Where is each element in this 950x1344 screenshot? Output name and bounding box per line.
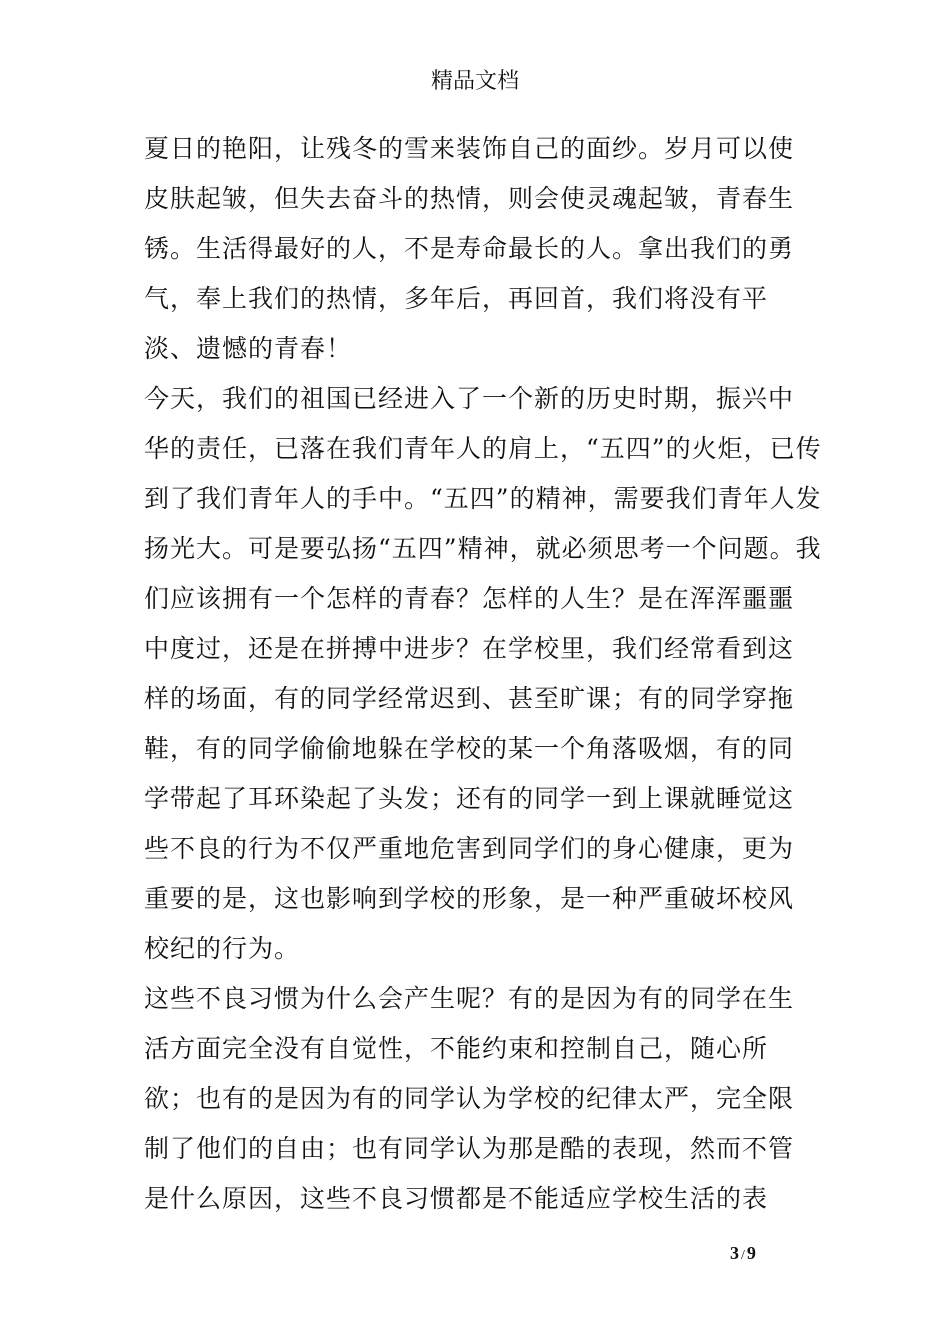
text-line: 们应该拥有一个怎样的青春？怎样的人生？是在浑浑噩噩 — [144, 584, 795, 613]
text-line: 活方面完全没有自觉性，不能约束和控制自己，随心所 — [144, 1034, 769, 1063]
text-line: 锈。生活得最好的人，不是寿命最长的人。拿出我们的勇 — [144, 234, 795, 263]
text-line: 些不良的行为不仅严重地危害到同学们的身心健康，更为 — [144, 834, 795, 863]
text-line: 中度过，还是在拼搏中进步？在学校里，我们经常看到这 — [144, 634, 795, 663]
text-line: 学带起了耳环染起了头发；还有的同学一到上课就睡觉这 — [144, 784, 795, 813]
text-line: 扬光大。可是要弘扬“五四”精神，就必须思考一个问题。我 — [144, 534, 822, 563]
text-line: 气，奉上我们的热情，多年后，再回首，我们将没有平 — [144, 284, 769, 313]
page-header — [0, 62, 950, 102]
text-line: 校纪的行为。 — [144, 934, 301, 963]
text-line: 鞋，有的同学偷偷地躲在学校的某一个角落吸烟，有的同 — [144, 734, 795, 763]
page-number-current: 3 — [730, 1243, 739, 1263]
page-number-total: 9 — [746, 1243, 756, 1263]
text-line: 欲；也有的是因为有的同学认为学校的纪律太严，完全限 — [144, 1084, 795, 1113]
text-line: 重要的是，这也影响到学校的形象，是一种严重破坏校风 — [144, 884, 795, 913]
text-line: 制了他们的自由；也有同学认为那是酷的表现，然而不管 — [144, 1134, 795, 1163]
text-line: 样的场面，有的同学经常迟到、甚至旷课；有的同学穿拖 — [144, 684, 795, 713]
text-line: 是什么原因，这些不良习惯都是不能适应学校生活的表 — [144, 1184, 769, 1213]
page-number — [730, 1238, 790, 1271]
text-line: 这些不良习惯为什么会产生呢？有的是因为有的同学在生 — [144, 984, 795, 1013]
page-number-separator: / — [741, 1248, 745, 1263]
text-line: 今天，我们的祖国已经进入了一个新的历史时期，振兴中 — [144, 384, 795, 413]
text-line: 皮肤起皱，但失去奋斗的热情，则会使灵魂起皱，青春生 — [144, 184, 795, 213]
text-line: 华的责任，已落在我们青年人的肩上，“五四”的火炬，已传 — [144, 434, 822, 463]
page-header-title: 精品文档 — [430, 69, 519, 94]
text-line: 到了我们青年人的手中。“五四”的精神，需要我们青年人发 — [144, 484, 822, 513]
document-body — [144, 124, 822, 1224]
text-line: 淡、遗憾的青春！ — [144, 334, 353, 363]
text-line: 夏日的艳阳，让残冬的雪来装饰自己的面纱。岁月可以使 — [144, 134, 795, 163]
